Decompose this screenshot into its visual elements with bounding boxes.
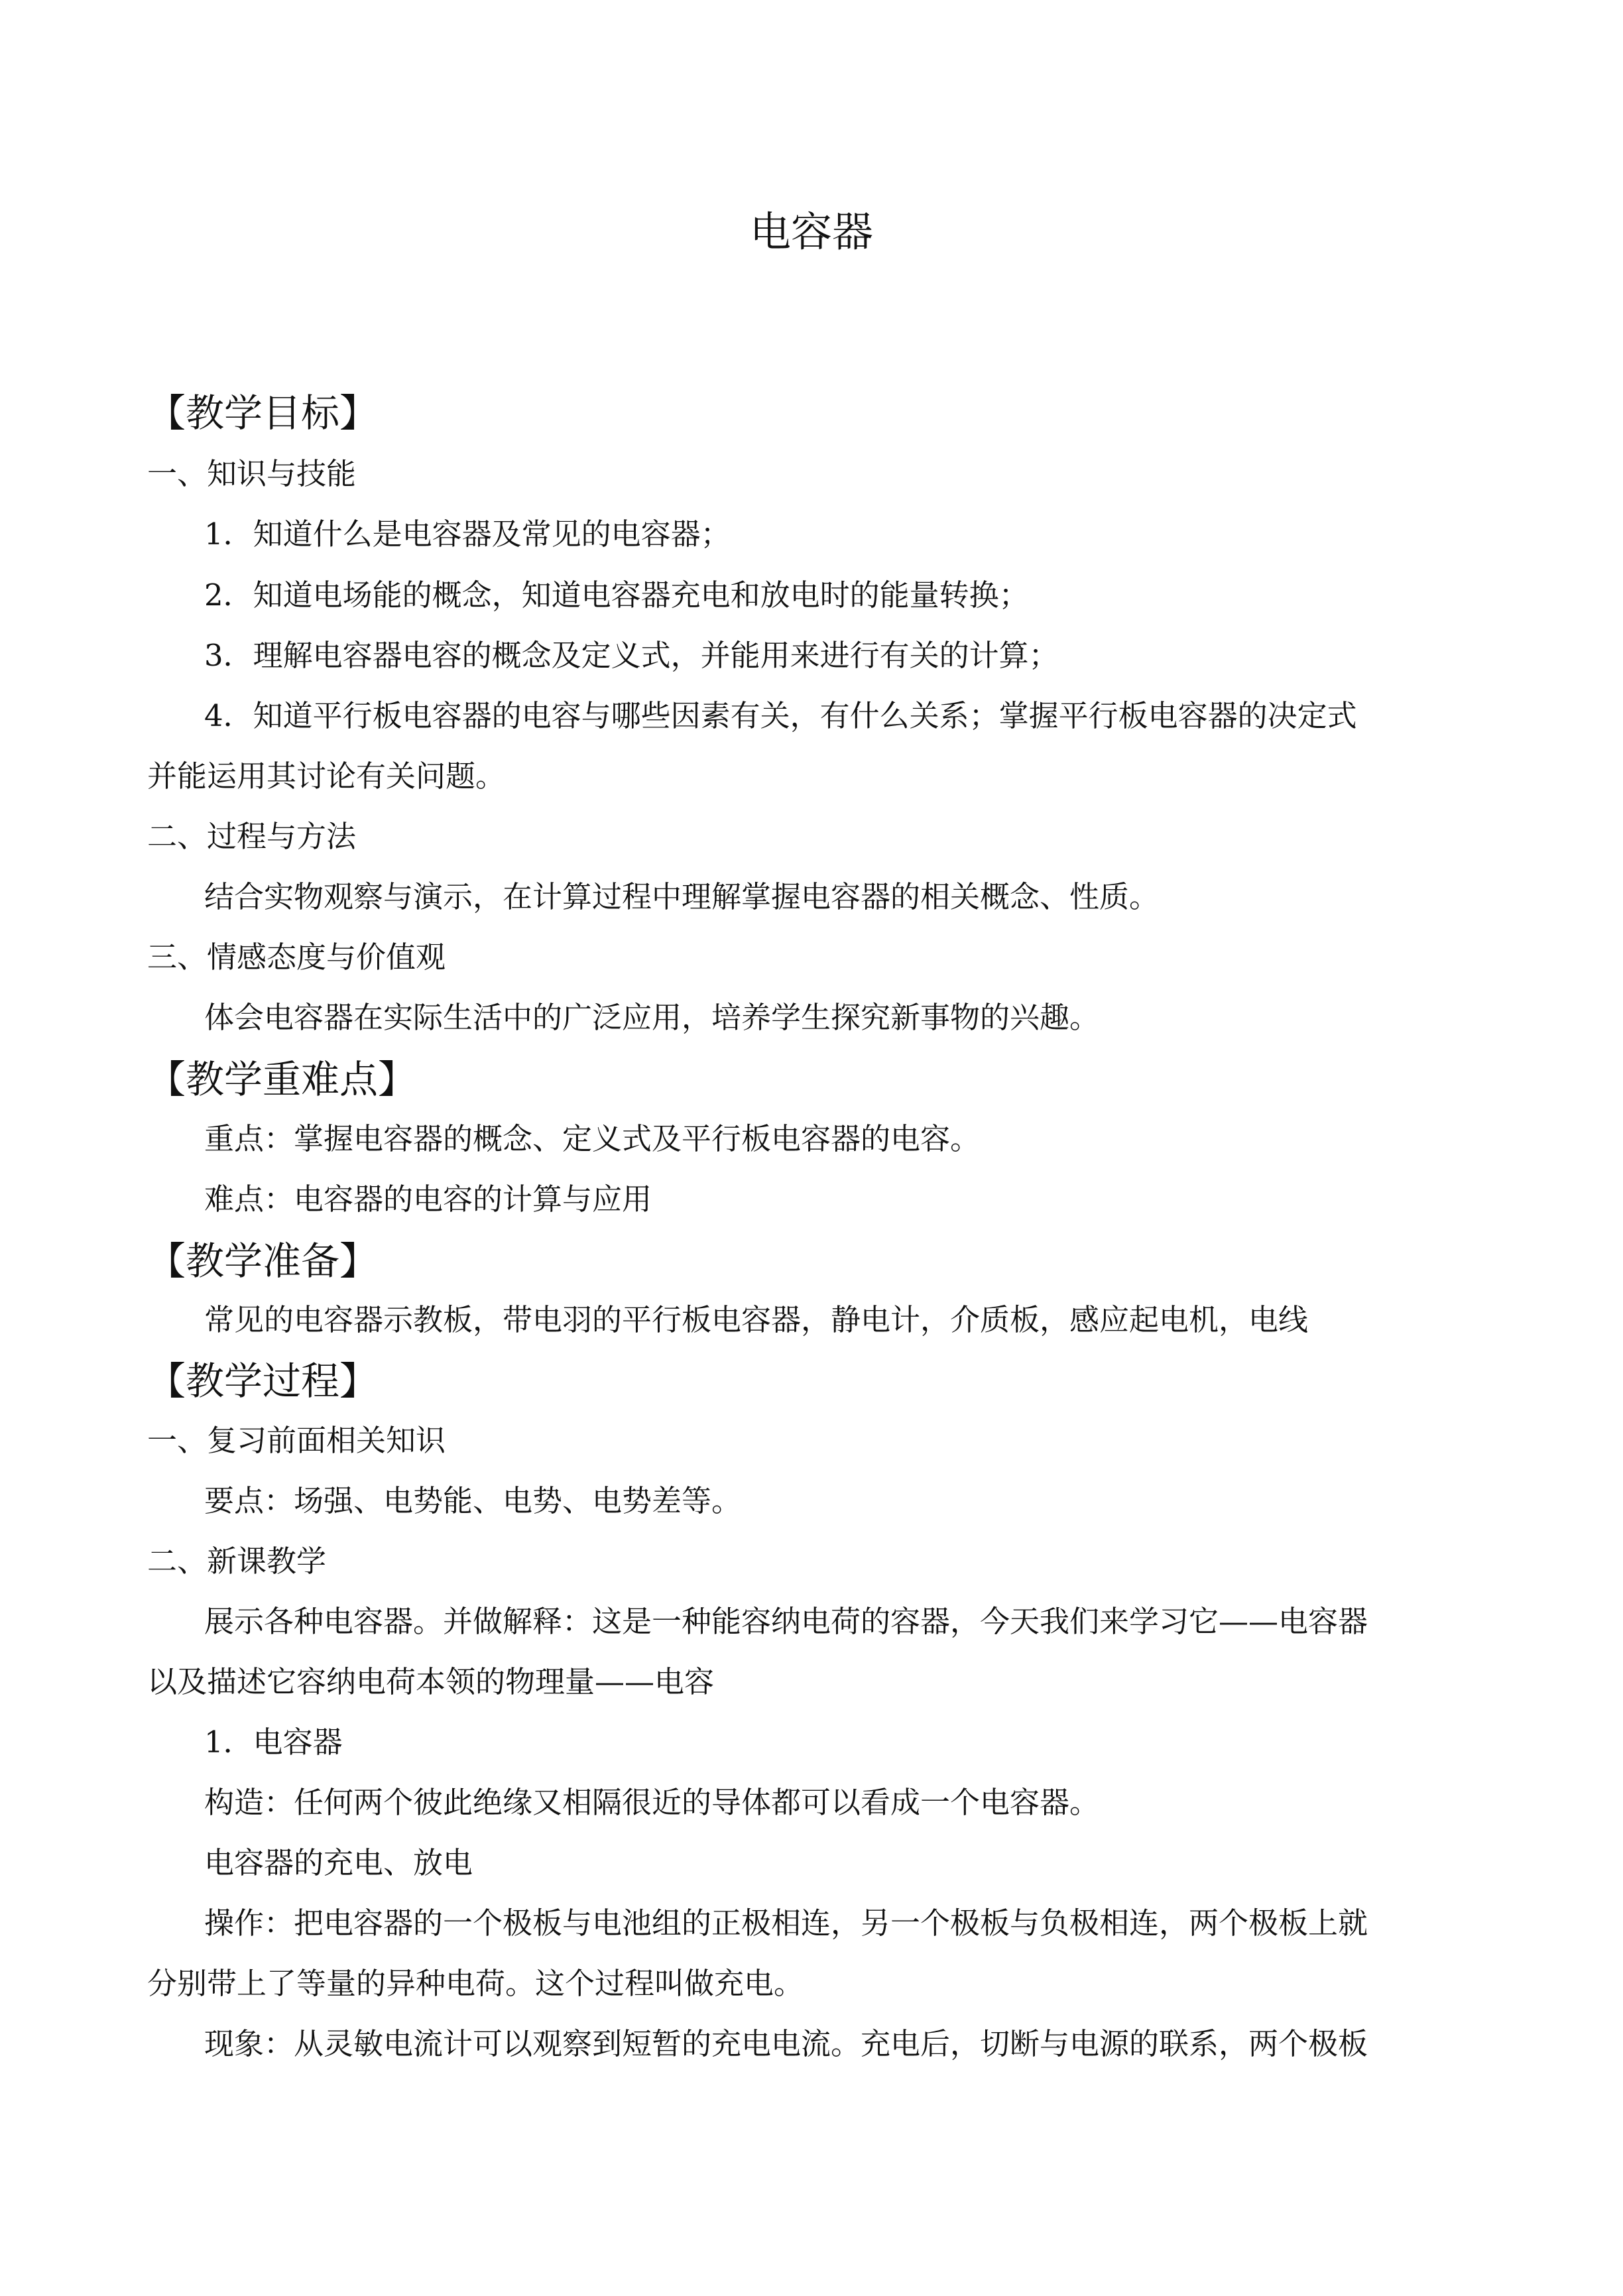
subheading-attitude-values: 三、情感态度与价值观 xyxy=(147,939,446,975)
structure-text: 构造：任何两个彼此绝缘又相隔很近的导体都可以看成一个电容器。 xyxy=(204,1785,1100,1820)
subheading-new-lesson: 二、新课教学 xyxy=(147,1543,327,1579)
attitude-text: 体会电容器在实际生活中的广泛应用，培养学生探究新事物的兴趣。 xyxy=(204,1000,1100,1035)
goal-item-3: 3．理解电容器电容的概念及定义式，并能用来进行有关的计算； xyxy=(204,638,1059,673)
difficult-point-text: 难点：电容器的电容的计算与应用 xyxy=(204,1181,652,1217)
point-capacitor: 1．电容器 xyxy=(204,1724,343,1760)
charge-discharge-title: 电容器的充电、放电 xyxy=(204,1845,473,1880)
page-title: 电容器 xyxy=(749,208,873,256)
operation-line-1: 操作：把电容器的一个极板与电池组的正极相连，另一个极板与负极相连，两个极板上就 xyxy=(204,1905,1368,1941)
materials-text: 常见的电容器示教板，带电羽的平行板电容器，静电计，介质板，感应起电机，电线 xyxy=(204,1302,1309,1337)
section-heading-process: 【教学过程】 xyxy=(147,1359,379,1404)
goal-item-4-line-2: 并能运用其讨论有关问题。 xyxy=(147,758,506,794)
review-text: 要点：场强、电势能、电势、电势差等。 xyxy=(204,1483,742,1518)
goal-item-2: 2．知道电场能的概念，知道电容器充电和放电时的能量转换； xyxy=(204,577,1029,613)
subheading-knowledge-skills: 一、知识与技能 xyxy=(147,456,357,491)
goal-item-4-line-1: 4．知道平行板电容器的电容与哪些因素有关，有什么关系；掌握平行板电容器的决定式 xyxy=(204,698,1357,733)
section-heading-preparation: 【教学准备】 xyxy=(147,1239,379,1284)
goal-item-1: 1．知道什么是电容器及常见的电容器； xyxy=(204,516,731,552)
method-text: 结合实物观察与演示，在计算过程中理解掌握电容器的相关概念、性质。 xyxy=(204,879,1160,914)
phenomenon-text: 现象：从灵敏电流计可以观察到短暂的充电电流。充电后，切断与电源的联系，两个极板 xyxy=(204,2026,1368,2061)
subheading-process-method: 二、过程与方法 xyxy=(147,819,357,854)
key-point-text: 重点：掌握电容器的概念、定义式及平行板电容器的电容。 xyxy=(204,1121,981,1156)
operation-line-2: 分别带上了等量的异种电荷。这个过程叫做充电。 xyxy=(147,1966,804,2001)
intro-line-1: 展示各种电容器。并做解释：这是一种能容纳电荷的容器，今天我们来学习它——电容器 xyxy=(204,1604,1368,1639)
subheading-review: 一、复习前面相关知识 xyxy=(147,1423,446,1458)
section-heading-goals: 【教学目标】 xyxy=(147,391,379,436)
intro-line-2: 以及描述它容纳电荷本领的物理量——电容 xyxy=(147,1664,715,1699)
section-heading-keypoints: 【教学重难点】 xyxy=(147,1057,417,1102)
